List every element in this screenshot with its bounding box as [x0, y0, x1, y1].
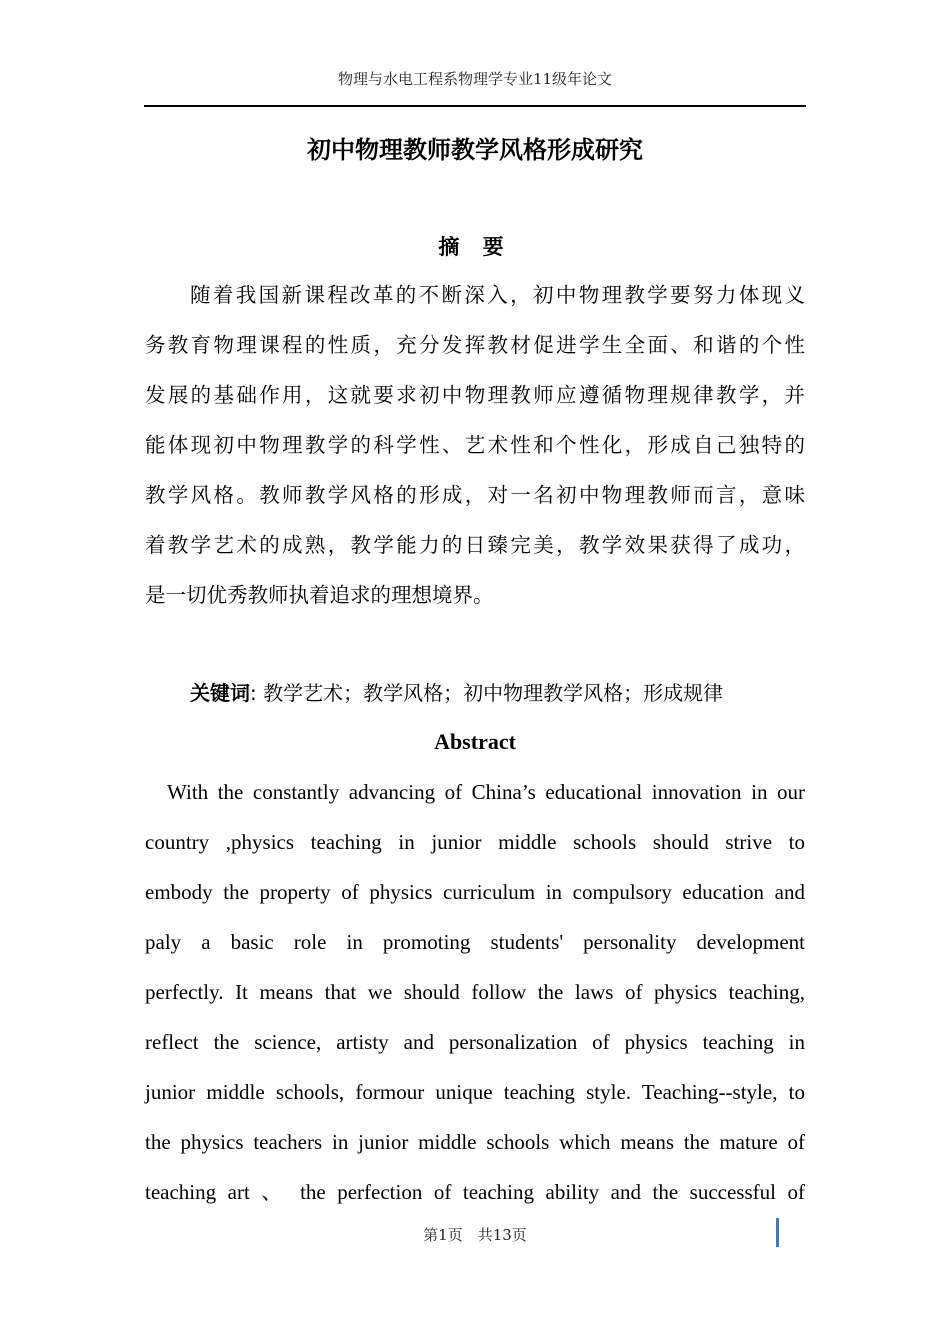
text-cursor: [776, 1218, 779, 1247]
abstract-cn-line: 发展的基础作用，这就要求初中物理教师应遵循物理规律教学，并: [145, 383, 805, 407]
page-title: 初中物理教师教学风格形成研究: [307, 136, 643, 164]
abstract-cn-line: 是一切优秀教师执着追求的理想境界。: [145, 583, 494, 607]
page-header: 物理与水电工程系物理学专业11级年论文: [337, 70, 613, 88]
abstract-cn-line: 着教学艺术的成熟，教学能力的日臻完美，教学效果获得了成功，: [145, 533, 805, 557]
keywords: [190, 678, 723, 708]
abstract-en-line: junior middle schools, formour unique teaching style. Teaching--style, to: [145, 1080, 805, 1104]
page-footer: 第1页 共13页: [423, 1226, 527, 1244]
abstract-en-heading: Abstract: [434, 729, 516, 754]
abstract-cn-line: 能体现初中物理教学的科学性、艺术性和个性化，形成自己独特的: [145, 433, 805, 457]
keywords-separator: :: [250, 681, 257, 705]
header-rule: [144, 105, 806, 107]
abstract-en-line: embody the property of physics curriculum in compulsory education and: [145, 880, 805, 904]
abstract-cn-heading: 摘 要: [438, 235, 512, 259]
abstract-cn-line: 务教育物理课程的性质，充分发挥教材促进学生全面、和谐的个性: [145, 333, 805, 357]
abstract-en-line: reflect the science, artisty and personalization of physics teaching in: [145, 1030, 805, 1054]
abstract-cn-line: 随着我国新课程改革的不断深入，初中物理教学要努力体现义: [190, 283, 805, 307]
keywords-text: 教学艺术；教学风格；初中物理教学风格；形成规律: [263, 681, 724, 705]
abstract-cn-line: 教学风格。教师教学风格的形成，对一名初中物理教师而言，意味: [145, 483, 805, 507]
abstract-en-line: perfectly. It means that we should follow the laws of physics teaching,: [145, 980, 805, 1004]
abstract-en-line: paly a basic role in promoting students' personality development: [145, 930, 805, 954]
abstract-en-line: With the constantly advancing of China’s educational innovation in our: [167, 780, 805, 804]
keywords-label: 关键词: [190, 681, 250, 705]
abstract-en-line: teaching art 、 the perfection of teaching ability and the successful of: [145, 1180, 805, 1204]
abstract-en-line: country ,physics teaching in junior middle schools should strive to: [145, 830, 805, 854]
abstract-en-line: the physics teachers in junior middle schools which means the mature of: [145, 1130, 805, 1154]
